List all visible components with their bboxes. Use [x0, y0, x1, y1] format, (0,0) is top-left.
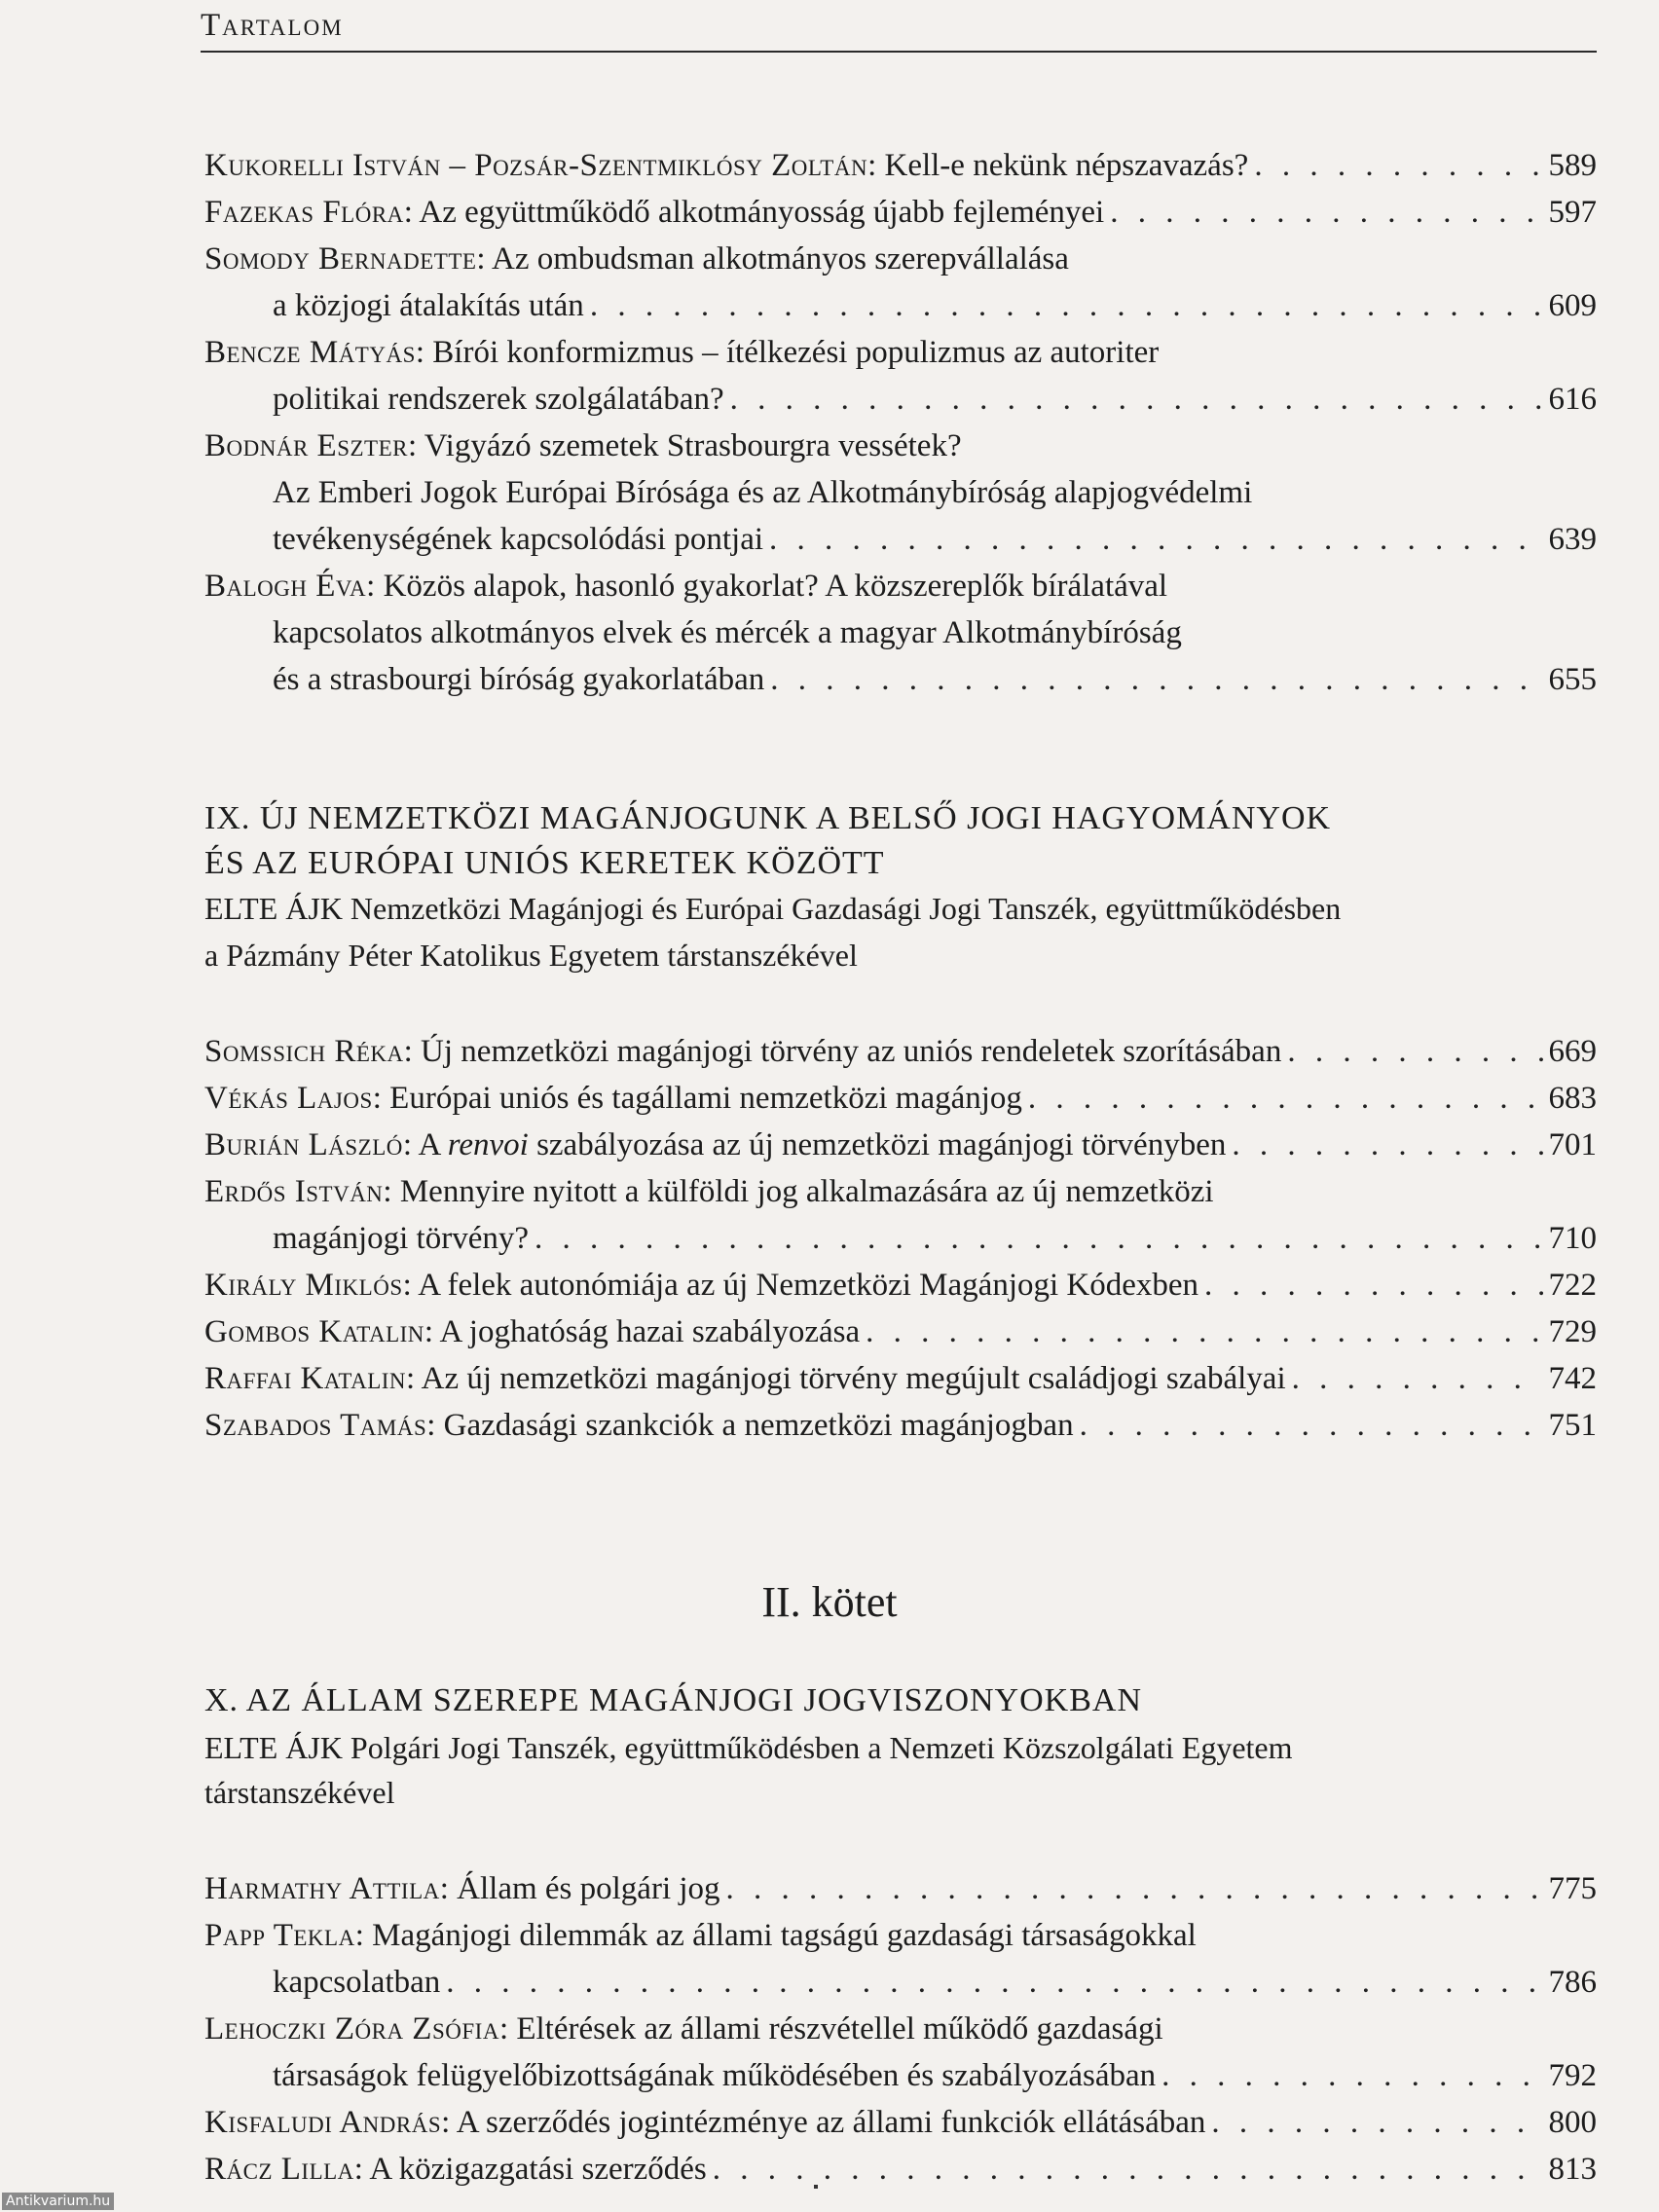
toc-entry — [204, 1865, 1597, 1912]
entry-title: : A közigazgatási szerződés — [353, 2152, 707, 2187]
dot-leader — [446, 1959, 1542, 2006]
toc-entry-line — [204, 282, 1597, 329]
entry-author: Somssich Réka — [204, 1034, 404, 1069]
toc-entry — [204, 189, 1597, 236]
section-ix-subtitle-line2: a Pázmány Péter Katolikus Egyetem társtanszékével — [204, 938, 858, 973]
toc-entry — [204, 563, 1597, 703]
toc-entry-line — [204, 1912, 1597, 1959]
running-header: Tartalom — [201, 8, 344, 43]
dot-leader — [770, 656, 1542, 703]
entry-title: : A joghatóság hazai szabályozása — [424, 1314, 861, 1349]
entry-author: Fazekas Flóra — [204, 195, 404, 230]
toc-entry — [204, 2146, 1597, 2193]
toc-entry-line — [204, 1865, 1597, 1912]
entry-author: Kisfaludi András — [204, 2105, 442, 2140]
toc-entry — [204, 1309, 1597, 1355]
dot-leader — [1232, 1122, 1542, 1168]
volume-title: II. kötet — [761, 1578, 898, 1626]
entry-page-number: 792 — [1548, 2058, 1597, 2093]
entry-author: Gombos Katalin — [204, 1314, 424, 1349]
toc-entry — [204, 236, 1597, 329]
entry-title: : Vigyázó szemetek Strasbourgra vessétek? — [407, 428, 962, 463]
toc-entry-line — [204, 469, 1597, 516]
toc-entry — [204, 1402, 1597, 1449]
entry-title: kapcsolatban — [273, 1965, 441, 2000]
entry-page-number: 609 — [1548, 288, 1597, 323]
entry-author: Papp Tekla — [204, 1918, 355, 1953]
toc-block-2 — [204, 1028, 1597, 1449]
entry-page-number: 655 — [1548, 662, 1597, 697]
entry-title: : Magánjogi dilemmák az állami tagságú gazdasági társaságokkal — [354, 1918, 1197, 1953]
toc-entry-line — [204, 1122, 1597, 1168]
entry-page-number: 669 — [1548, 1034, 1597, 1069]
toc-entry — [204, 329, 1597, 423]
dot-leader — [1287, 1028, 1542, 1075]
entry-author: Rácz Lilla — [204, 2152, 354, 2187]
entry-page-number: 742 — [1548, 1361, 1597, 1396]
entry-page-number: 683 — [1548, 1081, 1597, 1116]
section-ix-subtitle-line1: ELTE ÁJK Nemzetközi Magánjogi és Európai Gazdasági Jogi Tanszék, együttműködésben — [204, 891, 1342, 926]
dot-leader — [1292, 1355, 1543, 1402]
toc-entry — [204, 1075, 1597, 1122]
entry-title: : Új nemzetközi magánjogi törvény az uniós rendeletek szorításában — [403, 1034, 1282, 1069]
toc-entry-line — [204, 1028, 1597, 1075]
entry-title: : Az ombudsman alkotmányos szerepvállalása — [476, 241, 1069, 276]
entry-title: tevékenységének kapcsolódási pontjai — [273, 522, 764, 557]
entry-title: : Az együttműködő alkotmányosság újabb fejleményei — [403, 195, 1105, 230]
entry-page-number: 751 — [1548, 1408, 1597, 1443]
entry-title: : Állam és polgári jog — [439, 1871, 720, 1906]
entry-author: Balogh Éva — [204, 569, 367, 604]
entry-title: Az Emberi Jogok Európai Bírósága és az Alkotmánybíróság alapjogvédelmi — [273, 475, 1253, 510]
section-ix-title-line2: ÉS AZ EURÓPAI UNIÓS KERETEK KÖZÖTT — [204, 845, 885, 881]
toc-entry-line — [204, 329, 1597, 376]
entry-title: társaságok felügyelőbizottságának működésében és szabályozásában — [273, 2058, 1157, 2093]
entry-author: Kukorelli István – Pozsár-Szentmiklósy Zoltán — [204, 148, 868, 183]
entry-author: Erdős István — [204, 1174, 384, 1209]
entry-page-number: 589 — [1548, 148, 1597, 183]
entry-title: és a strasbourgi bíróság gyakorlatában — [273, 662, 765, 697]
entry-page-number: 639 — [1548, 522, 1597, 557]
entry-page-number: 722 — [1548, 1268, 1597, 1303]
toc-entry-line — [204, 2006, 1597, 2052]
dot-leader — [1110, 189, 1542, 236]
header-rule — [201, 51, 1597, 53]
toc-entry — [204, 1168, 1597, 1262]
toc-entry-line — [204, 1168, 1597, 1215]
toc-entry-line — [204, 563, 1597, 609]
toc-entry-line — [204, 1402, 1597, 1449]
toc-entry — [204, 2006, 1597, 2099]
toc-entry — [204, 1028, 1597, 1075]
dot-leader — [713, 2146, 1543, 2193]
entry-title: kapcsolatos alkotmányos elvek és mércék a magyar Alkotmánybíróság — [273, 615, 1182, 650]
toc-entry-line — [204, 423, 1597, 469]
dot-leader — [726, 1865, 1543, 1912]
entry-page-number: 786 — [1548, 1965, 1597, 2000]
toc-entry-line — [204, 2146, 1597, 2193]
entry-author: Burián László — [204, 1127, 403, 1162]
toc-entry-line — [204, 2052, 1597, 2099]
page-marker-dot — [814, 2185, 818, 2189]
entry-page-number: 597 — [1548, 195, 1597, 230]
toc-block-1 — [204, 142, 1597, 703]
entry-author: Lehoczki Zóra Zsófia — [204, 2011, 499, 2046]
toc-entry — [204, 142, 1597, 189]
entry-page-number: 800 — [1548, 2105, 1597, 2140]
entry-title: : Eltérések az állami részvétellel működő gazdasági — [498, 2011, 1163, 2046]
section-x-subtitle-line2: társtanszékével — [204, 1775, 395, 1810]
entry-author: Bencze Mátyás — [204, 335, 416, 370]
entry-title: a közjogi átalakítás után — [273, 288, 584, 323]
entry-author: Király Miklós — [204, 1268, 403, 1303]
entry-author: Harmathy Attila — [204, 1871, 440, 1906]
toc-block-3 — [204, 1865, 1597, 2193]
toc-entry-line — [204, 1215, 1597, 1262]
toc-entry-line — [204, 1075, 1597, 1122]
toc-entry — [204, 423, 1597, 563]
toc-entry-line — [204, 236, 1597, 282]
dot-leader — [1254, 142, 1542, 189]
dot-leader — [1080, 1402, 1543, 1449]
toc-entry-line — [204, 142, 1597, 189]
dot-leader — [730, 376, 1543, 423]
dot-leader — [1204, 1262, 1542, 1309]
section-x-title: X. AZ ÁLLAM SZEREPE MAGÁNJOGI JOGVISZONYOKBAN — [204, 1682, 1142, 1718]
toc-entry-line — [204, 516, 1597, 563]
entry-title: : Mennyire nyitott a külföldi jog alkalmazására az új nemzetközi — [383, 1174, 1214, 1209]
section-ix-title-line1: IX. ÚJ NEMZETKÖZI MAGÁNJOGUNK A BELSŐ JOGI HAGYOMÁNYOK — [204, 800, 1332, 836]
entry-title: : Közös alapok, hasonló gyakorlat? A közszereplők bírálatával — [366, 569, 1168, 604]
entry-author: Somody Bernadette — [204, 241, 477, 276]
entry-title: : Gazdasági szankciók a nemzetközi magánjogban — [426, 1408, 1074, 1443]
entry-author: Szabados Tamás — [204, 1408, 427, 1443]
entry-title: : Kell-e nekünk népszavazás? — [867, 148, 1249, 183]
toc-entry-line — [204, 189, 1597, 236]
toc-entry-line — [204, 656, 1597, 703]
dot-leader — [535, 1215, 1542, 1262]
toc-entry-line — [204, 2099, 1597, 2146]
entry-author: Vékás Lajos — [204, 1081, 373, 1116]
dot-leader — [769, 516, 1542, 563]
toc-entry — [204, 2099, 1597, 2146]
section-x-subtitle-line1: ELTE ÁJK Polgári Jogi Tanszék, együttműködésben a Nemzeti Közszolgálati Egyetem — [204, 1730, 1293, 1765]
entry-page-number: 775 — [1548, 1871, 1597, 1906]
dot-leader — [866, 1309, 1542, 1355]
entry-title: magánjogi törvény? — [273, 1221, 530, 1256]
entry-title: : A felek autonómiája az új Nemzetközi Magánjogi Kódexben — [402, 1268, 1199, 1303]
toc-entry-line — [204, 1355, 1597, 1402]
entry-title: : Bírói konformizmus – ítélkezési populizmus az autoriter — [415, 335, 1160, 370]
entry-author: Bodnár Eszter — [204, 428, 408, 463]
entry-page-number: 813 — [1548, 2152, 1597, 2187]
dot-leader — [590, 282, 1543, 329]
toc-entry-line — [204, 1262, 1597, 1309]
entry-title: : Az új nemzetközi magánjogi törvény megújult családjogi szabályai — [406, 1361, 1286, 1396]
entry-title: : A szerződés jogintézménye az állami funkciók ellátásában — [441, 2105, 1206, 2140]
toc-entry-line — [204, 609, 1597, 656]
entry-page-number: 729 — [1548, 1314, 1597, 1349]
entry-title: : A renvoi szabályozása az új nemzetközi magánjogi törvényben — [402, 1127, 1227, 1162]
toc-entry — [204, 1262, 1597, 1309]
watermark: Antikvarium.hu — [2, 2193, 114, 2210]
entry-page-number: 616 — [1548, 382, 1597, 417]
entry-page-number: 710 — [1548, 1221, 1597, 1256]
dot-leader — [1211, 2099, 1542, 2146]
dot-leader — [1161, 2052, 1542, 2099]
dot-leader — [1028, 1075, 1543, 1122]
entry-page-number: 701 — [1548, 1127, 1597, 1162]
toc-entry — [204, 1355, 1597, 1402]
toc-entry — [204, 1122, 1597, 1168]
toc-entry-line — [204, 1959, 1597, 2006]
entry-author: Raffai Katalin — [204, 1361, 407, 1396]
toc-entry — [204, 1912, 1597, 2006]
entry-title: : Európai uniós és tagállami nemzetközi magánjog — [372, 1081, 1022, 1116]
toc-entry-line — [204, 376, 1597, 423]
toc-entry-line — [204, 1309, 1597, 1355]
entry-title: politikai rendszerek szolgálatában? — [273, 382, 724, 417]
